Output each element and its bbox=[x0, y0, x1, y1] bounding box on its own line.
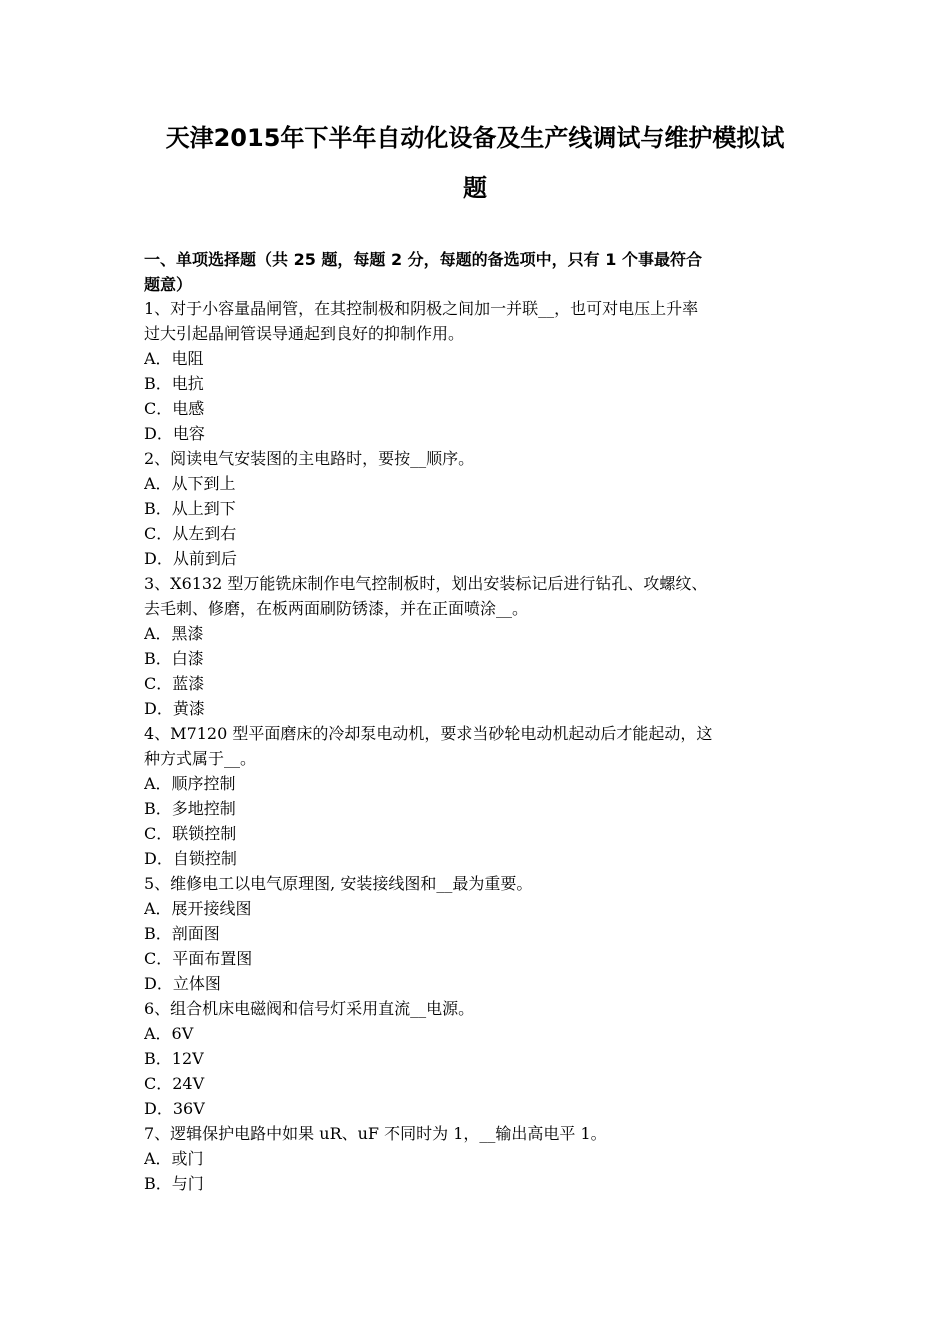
question-list bbox=[144, 296, 808, 1196]
question-item bbox=[144, 571, 808, 721]
answer-option: B．剖面图 bbox=[144, 924, 220, 943]
answer-option: C．联锁控制 bbox=[144, 824, 237, 843]
question-item bbox=[144, 721, 808, 871]
question-stem-line: 5、维修电工以电气原理图, 安装接线图和__最为重要。 bbox=[144, 874, 533, 893]
answer-option: C．蓝漆 bbox=[144, 674, 205, 693]
answer-option: D．立体图 bbox=[144, 974, 221, 993]
answer-option: A．电阻 bbox=[144, 349, 204, 368]
answer-option: A．6V bbox=[144, 1024, 194, 1043]
answer-option: C．从左到右 bbox=[144, 524, 237, 543]
section-heading-line-1: 一、单项选择题（共 25 题，每题 2 分，每题的备选项中，只有 1 个事最符合 bbox=[144, 250, 702, 269]
section-heading-line-2: 题意） bbox=[144, 275, 193, 294]
answer-option: B．多地控制 bbox=[144, 799, 236, 818]
answer-option: A．黑漆 bbox=[144, 624, 204, 643]
question-stem-line: 6、组合机床电磁阀和信号灯采用直流__电源。 bbox=[144, 999, 475, 1018]
answer-option: C．24V bbox=[144, 1074, 205, 1093]
question-stem-line: 种方式属于__。 bbox=[144, 749, 257, 768]
document-title-line-2: 题 bbox=[463, 174, 487, 202]
question-stem-line: 4、M7120 型平面磨床的冷却泵电动机，要求当砂轮电动机起动后才能起动，这 bbox=[144, 724, 713, 743]
question-stem-line: 2、阅读电气安装图的主电路时，要按__顺序。 bbox=[144, 449, 475, 468]
question-item bbox=[144, 446, 808, 571]
answer-option: D．从前到后 bbox=[144, 549, 237, 568]
answer-option: A．或门 bbox=[144, 1149, 204, 1168]
answer-option: A．从下到上 bbox=[144, 474, 236, 493]
question-stem-line: 过大引起晶闸管误导通起到良好的抑制作用。 bbox=[144, 324, 465, 343]
question-item bbox=[144, 296, 808, 446]
answer-option: B．白漆 bbox=[144, 649, 204, 668]
answer-option: D．36V bbox=[144, 1099, 205, 1118]
answer-option: D．自锁控制 bbox=[144, 849, 237, 868]
answer-option: D．电容 bbox=[144, 424, 205, 443]
question-stem-line: 去毛刺、修磨，在板两面刷防锈漆，并在正面喷涂__。 bbox=[144, 599, 529, 618]
answer-option: B．电抗 bbox=[144, 374, 204, 393]
question-item bbox=[144, 1121, 808, 1196]
question-item bbox=[144, 996, 808, 1121]
answer-option: A．展开接线图 bbox=[144, 899, 252, 918]
answer-option: B．12V bbox=[144, 1049, 204, 1068]
question-stem-line: 7、逻辑保护电路中如果 uR、uF 不同时为 1，__输出高电平 1。 bbox=[144, 1124, 607, 1143]
answer-option: B．从上到下 bbox=[144, 499, 236, 518]
document-title-line-1: 天津2015年下半年自动化设备及生产线调试与维护模拟试 bbox=[165, 124, 785, 152]
answer-option: C．平面布置图 bbox=[144, 949, 253, 968]
question-stem-line: 3、X6132 型万能铣床制作电气控制板时，划出安装标记后进行钻孔、攻螺纹、 bbox=[144, 574, 708, 593]
answer-option: A．顺序控制 bbox=[144, 774, 236, 793]
section-heading bbox=[144, 247, 808, 297]
answer-option: C．电感 bbox=[144, 399, 205, 418]
answer-option: D．黄漆 bbox=[144, 699, 205, 718]
question-item bbox=[144, 871, 808, 996]
answer-option: B．与门 bbox=[144, 1174, 204, 1193]
question-stem-line: 1、对于小容量晶闸管，在其控制极和阴极之间加一并联__，也可对电压上升率 bbox=[144, 299, 699, 318]
